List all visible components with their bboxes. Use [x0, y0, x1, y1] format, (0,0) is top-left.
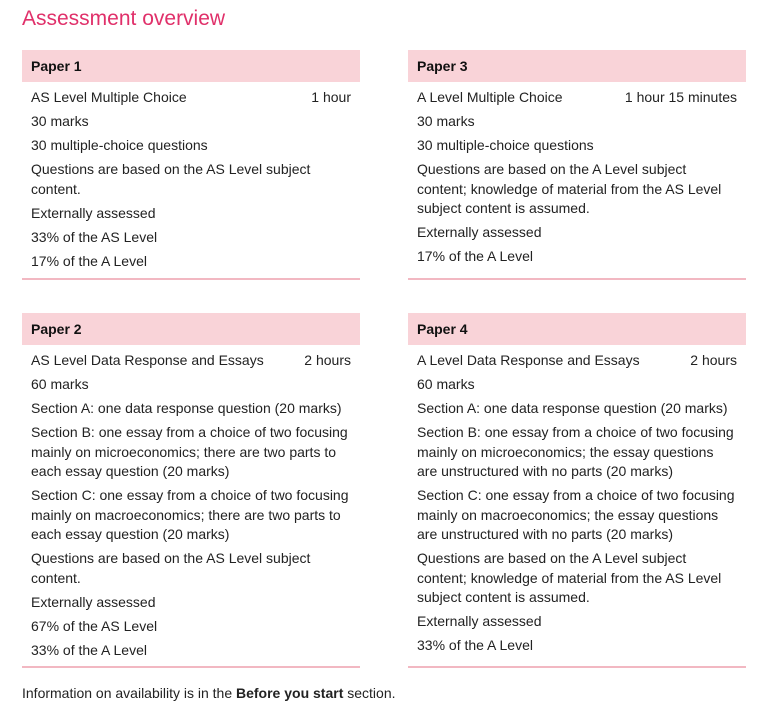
before-you-start-reference: Before you start [236, 685, 344, 701]
paper-header: Paper 3 [408, 50, 746, 82]
paper-detail-line: Section A: one data response question (20 marks) [31, 400, 342, 416]
paper-4-panel [408, 313, 746, 660]
paper-type: A Level Multiple Choice [417, 89, 563, 105]
paper-header: Paper 4 [408, 313, 746, 345]
paper-detail-line: Section C: one essay from a choice of two focusing mainly on macroeconomics; the essay questions are unstructured with no parts (20 marks) [417, 487, 735, 542]
availability-note-prefix: Information on availability is in the [22, 685, 236, 701]
paper-detail-line: 60 marks [417, 376, 475, 392]
availability-note [22, 685, 396, 701]
paper-type-row [417, 88, 737, 108]
paper-duration: 1 hour 15 minutes [624, 89, 737, 105]
paper-detail-line: 30 marks [31, 113, 89, 129]
paper-duration: 2 hours [304, 352, 351, 368]
paper-type: AS Level Multiple Choice [31, 89, 187, 105]
paper-duration: 2 hours [690, 352, 737, 368]
paper-detail-line: 67% of the AS Level [31, 617, 158, 634]
paper-detail-line: Externally assessed [31, 204, 156, 221]
paper-type: AS Level Data Response and Essays [31, 352, 264, 368]
page-title: Assessment overview [22, 7, 226, 30]
paper-3-panel [408, 50, 746, 271]
panel-bottom-rule [408, 278, 746, 280]
paper-detail-line: Questions are based on the AS Level subject content. [31, 161, 311, 197]
panel-bottom-rule [408, 666, 746, 668]
paper-detail-line: Section B: one essay from a choice of two focusing mainly on microeconomics; there are two parts to each essay question (20 marks) [31, 424, 348, 479]
paper-header: Paper 1 [22, 50, 360, 82]
paper-detail-line: 17% of the A Level [31, 252, 147, 269]
paper-detail-line: 60 marks [31, 376, 89, 392]
paper-type-row [417, 351, 737, 371]
paper-detail-line: 33% of the AS Level [31, 228, 158, 245]
paper-detail-line: 17% of the A Level [417, 248, 533, 264]
paper-detail-line: Questions are based on the A Level subject content; knowledge of material from the AS Level subject content is assumed. [417, 161, 722, 216]
paper-detail-line: Questions are based on the AS Level subject content. [31, 550, 311, 586]
paper-detail-line: Section C: one essay from a choice of two focusing mainly on macroeconomics; there are two parts to each essay question (20 marks) [31, 487, 349, 542]
paper-type-row [31, 351, 351, 371]
panel-bottom-rule [22, 666, 360, 668]
paper-detail-line: 33% of the A Level [417, 637, 533, 653]
paper-detail-line: Questions are based on the A Level subject content; knowledge of material from the AS Level subject content is assumed. [417, 550, 722, 605]
paper-duration: 1 hour [311, 89, 351, 105]
paper-detail-line: Externally assessed [417, 613, 542, 629]
paper-detail-line: 30 marks [417, 113, 475, 129]
paper-detail-line: Section B: one essay from a choice of two focusing mainly on microeconomics; the essay questions are unstructured with no parts (20 marks) [417, 424, 734, 479]
paper-1-panel [22, 50, 360, 276]
paper-detail-line: Externally assessed [417, 224, 542, 240]
paper-type: A Level Data Response and Essays [417, 352, 640, 368]
paper-details [408, 345, 746, 656]
paper-detail-line: 33% of the A Level [31, 641, 147, 658]
paper-details [22, 345, 360, 660]
paper-header: Paper 2 [22, 313, 360, 345]
paper-detail-line: Externally assessed [31, 593, 156, 610]
paper-details [408, 82, 746, 267]
paper-detail-line: 30 multiple-choice questions [417, 137, 594, 153]
paper-detail-line: Section A: one data response question (20 marks) [417, 400, 728, 416]
panel-bottom-rule [22, 278, 360, 280]
paper-type-row [31, 88, 351, 108]
paper-details [22, 82, 360, 271]
availability-note-suffix: section. [343, 685, 396, 701]
paper-2-panel [22, 313, 360, 665]
paper-detail-line: 30 multiple-choice questions [31, 137, 208, 153]
